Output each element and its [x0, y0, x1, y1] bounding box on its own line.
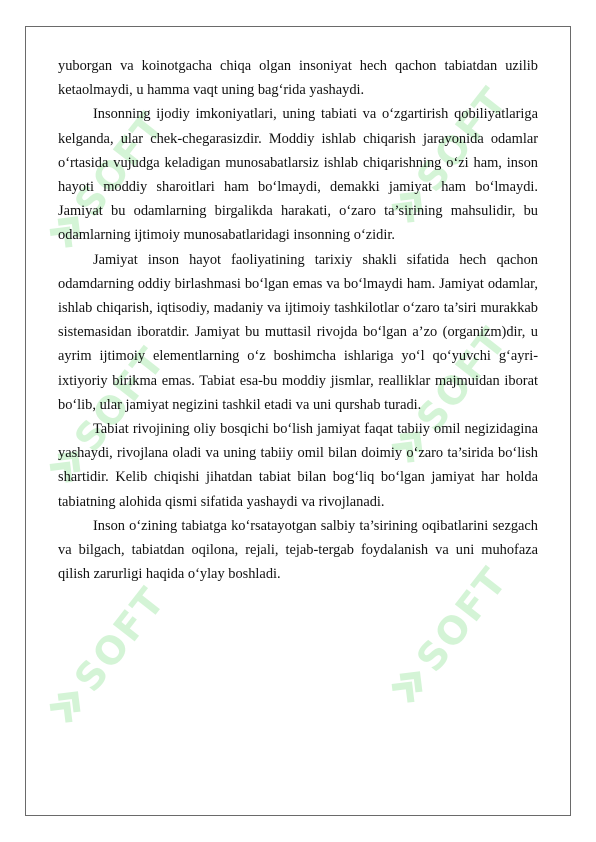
watermark-text: SOFT — [407, 318, 517, 440]
document-body — [58, 54, 538, 586]
watermark-text: SOFT — [65, 338, 175, 460]
paragraph-continuation: yuborgan va koinotgacha chiqa olgan insoniyat hech qachon tabiatdan uzilib ketaolmaydi, u hamma vaqt uning bag‘rida yashaydi. — [58, 58, 538, 99]
paragraph-society-definition: Jamiyat inson hayot faoliyatining tarixiy shakli sifatida hech qachon odamdarning oddiy birlashmasi bo‘lgan emas va bo‘lmaydi ham. Jamiyat odamlar, ishlab chiqarish, iqtisodiy, madaniy va ijtimoiy tashkilotlar o‘zaro ta’siri murakkab sistemasidan iboratdir. Jamiyat bu muttasil rivojda bo‘lgan a’zo (organizm)dir, u ayrim ijtimoiy elementlarning o‘z boshimcha ishlariga yo‘l qo‘yuvchi g‘ayri-ixtiyoriy birikma emas. Tabiat esa-bu moddiy jismlar, realliklar majmuidan iborat bo‘lib, ular jamiyat negizini tashkil etadi va uni qurshab turadi. — [58, 251, 538, 413]
watermark-text: SOFT — [407, 558, 517, 680]
watermark-text: SOFT — [65, 103, 175, 225]
watermark-text: SOFT — [407, 78, 517, 200]
paragraph-nature-development: Tabiat rivojining oliy bosqichi bo‘lish jamiyat faqat tabiiy omil negizidagina yashaydi, rivojlana oladi va uning tabiiy omil bilan doimiy o‘zaro ta’sirida bo‘lish shartidir. Kelib chiqishi jihatdan tabiat bilan bog‘liq bo‘lgan jamiyat har holda tabiatning alohida qismi sifatida yashaydi va rivojlanadi. — [58, 421, 538, 510]
watermark-text: SOFT — [65, 578, 175, 700]
paragraph-creative-abilities: Insonning ijodiy imkoniyatlari, uning tabiati va o‘zgartirish qobiliyatlariga kelganda, ular chek-chegarasizdir. Moddiy ishlab chiqarish jarayonida odamlar o‘rtasida vujudga keladigan munosabatlarsiz ishlab chiqarishning o‘zi ham, inson hayoti moddiy sharoitlari ham bo‘lmaydi, demakki jamiyat ham bo‘lmaydi. Jamiyat bu odamlarning birgalikda harakati, o‘zaro ta’sirining mahsulidir, bu odamlarning ijtimoiy munosabatlaridagi insonning o‘zidir. — [58, 106, 538, 244]
paragraph-human-impact: Inson o‘zining tabiatga ko‘rsatayotgan salbiy ta’sirining oqibatlarini sezgach va bilgach, tabiatdan oqilona, rejali, tejab-tergab foydalanish va uni muhofaza qilish zarurligi haqida o‘ylay boshladi. — [58, 517, 538, 583]
